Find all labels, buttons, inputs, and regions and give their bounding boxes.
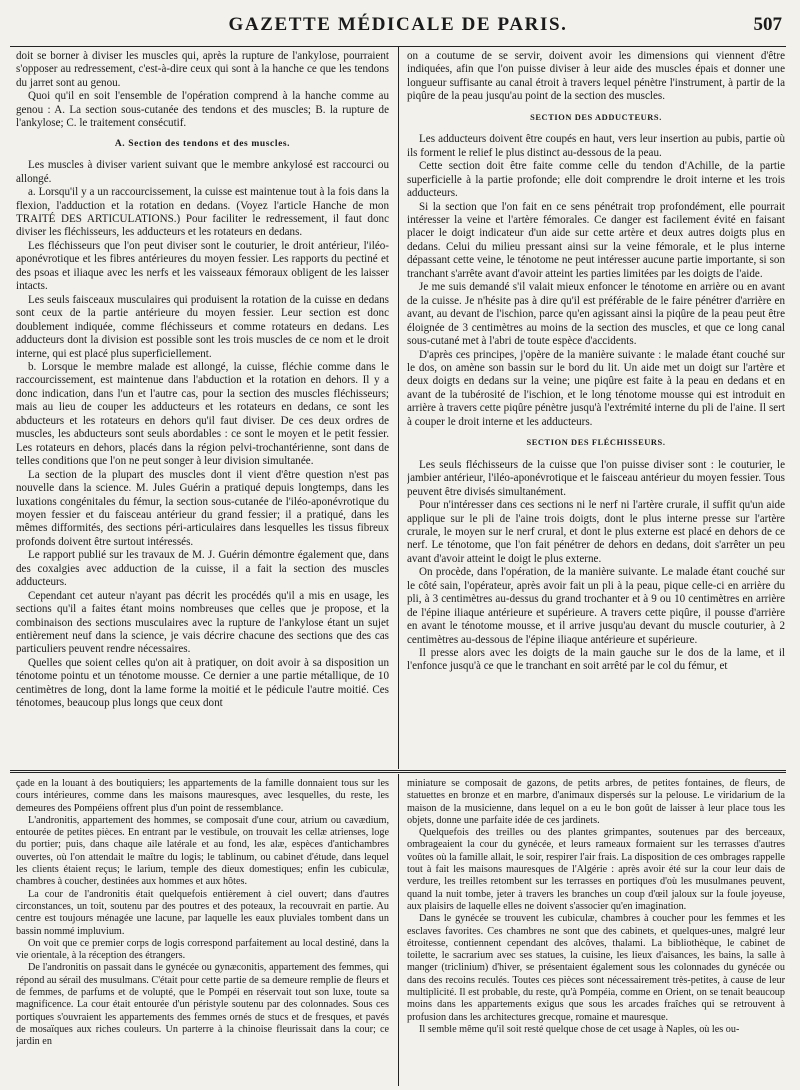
section-heading: A. Section des tendons et des muscles.: [114, 138, 291, 149]
paragraph: çade en la louant à des boutiquiers; les appartements de la famille donnaient tous sur les cours intérieures, comme dans les maisons mauresques, avec lesquelles, du reste, les demeures des Pompéiens offrent plus d'un point de ressemblance.: [16, 778, 389, 814]
paragraph: Il semble même qu'il soit resté quelque chose de cet usage à Naples, où les ou-: [419, 1023, 740, 1035]
section-divider: [10, 770, 786, 773]
paragraph: Je me suis demandé s'il valait mieux enfoncer le ténotome en arrière ou en avant de la cuisse. Je n'hésite pas à dire qu'il est préférable de le faire pénétrer d'arrière en avant, au devant de l'ischion, parce qu'en agissant ainsi la piqûre de la peau peut être éloignée de 3 centimètres au moins de la section des muscles, et que ce long canal sous-cutané met à l'abri de toute espèce d'accidents.: [407, 281, 785, 348]
article-column-right: [407, 50, 785, 766]
column-divider-bottom: [398, 774, 399, 1086]
paragraph: Les seuls faisceaux musculaires qui produisent la rotation de la cuisse en dedans sont ceux de la partie antérieure du moyen fessier. Leur section est donc doublement indiquée, comme fléchisseurs et comme rotateurs en dedans. Les adducteurs dont la division est possible sont les trois muscles de ce nom et le droit interne, qui est placé plus superficiellement.: [16, 293, 389, 360]
page-header: [10, 12, 786, 47]
section-heading: SECTION DES FLÉCHISSEURS.: [526, 438, 666, 448]
paragraph: Quelquefois des treilles ou des plantes grimpantes, soutenues par des berceaux, ombrageaient la cour du gynécée, et leurs rameaux formaient sur les terrasses d'autres voûtes où la famille allait, le soir, respirer l'air frais. La disposition de ces ombrages rappelle tout à fait les maisons mauresques de l'Algérie : après avoir été sur la cour leur dais de verdure, les treilles retombent sur les terrasses en portiques d'où les musulmanes peuvent, quand la nuit tombe, jeter à travers les branches un coup d'œil jaloux sur la foule joyeuse, aux plaisirs de laquelle elles ne doivent s'associer qu'en imagination.: [407, 827, 785, 912]
paragraph: Quoi qu'il en soit l'ensemble de l'opération comprend à la hanche comme au genou : A. La section sous-cutanée des tendons et des muscles; B. la rupture de l'ankylose; C. le traitement consécutif.: [16, 90, 389, 130]
feuilleton-column-left: [16, 778, 389, 1084]
paragraph: b. Lorsque le membre malade est allongé, la cuisse, fléchie comme dans le raccourcissement, est maintenue dans l'abduction et la rotation en dehors. Il y a donc indication, dans l'un et l'autre cas, pour la section des muscles fléchisseurs; mais au lieu de couper les adducteurs et les rotateurs en dedans, ce sont les abducteurs et les rotateurs en dehors qu'il faut diviser. De ces deux ordres de muscles, les abducteurs sont seuls abordables : ce sont le moyen et le petit fessier. Les rotateurs en dehors, placés dans la région pelvi-trochantérienne, sont dans de telles conditions que l'on ne peut songer à leur division simultanée.: [16, 360, 389, 468]
feuilleton-column-right: [407, 778, 785, 1084]
paragraph: Pour n'intéresser dans ces sections ni le nerf ni l'artère crurale, il suffit qu'un aide applique sur le pli de l'aine trois doigts, dont le plus interne presse sur l'artère crurale, le moyen sur le nerf crural, et dont le plus externe est placé en dehors de ce nerf. Le ténotome, que l'on fait pénétrer de dehors en dedans, doit s'arrêter un peu avant d'avoir atteint le doigt le plus externe.: [407, 499, 785, 565]
paragraph: L'andronitis, appartement des hommes, se composait d'une cour, atrium ou cavædium, entourée de petites pièces. En entrant par le vestibule, on trouvait les cellæ atrienses, loge du portier; puis, dans chaque aile latérale et au fond, les alæ, espèces d'antichambres ouvertes, où l'on attendait le maître du logis; le tablinum, ou cabinet d'étude, dans lequel les clients étaient reçus; le larium, temple des dieux domestiques; enfin les cubiculæ, chambres à coucher, destinées aux hommes et aux hôtes.: [16, 814, 389, 888]
paragraph: Si la section que l'on fait en ce sens pénétrait trop profondément, elle pourrait intéresser la veine et l'artère fémorales. Ce danger est facilement évité en faisant placer le doigt indicateur d'un aide sur cette artère et deux autres doigts plus en dedans. Celui du milieu pressant ainsi sur la veine fémorale, et le plus interne dépassant cette veine, le ténotome ne peut intéresser aucune partie importante, si son tranchant s'arrête avant d'avoir atteint les parties limitées par les doigts de l'aide.: [407, 200, 785, 280]
paragraph: Les adducteurs doivent être coupés en haut, vers leur insertion au pubis, partie où ils forment le relief le plus distinct au-dessous de la peau.: [407, 133, 785, 159]
paragraph: Cette section doit être faite comme celle du tendon d'Achille, de la partie superficielle à la partie profonde; elle doit comprendre le droit interne et les trois adducteurs.: [407, 160, 785, 200]
paragraph: La cour de l'andronitis était quelquefois entièrement à ciel ouvert; dans d'autres circonstances, un toit, soutenu par des poutres et des poteaux, la recouvrait en partie. Au centre est toujours ménagée une lacune, par laquelle les eaux pluviales tombent dans un bassin nommé impluvium.: [16, 888, 389, 937]
page-number: 507: [753, 14, 782, 35]
paragraph: On voit que ce premier corps de logis correspond parfaitement au local destiné, dans la vie orientale, à la réception des étrangers.: [16, 937, 389, 962]
paragraph: miniature se composait de gazons, de petits arbres, de petites fontaines, de fleurs, de statuettes en bronze et en marbre, d'animaux dispersés sur la pelouse. Le viridarium de la maison de la musicienne, dans lequel on a eu le bon goût de laisser à leur place tous les objets, donne une parfaite idée de ces jardinets.: [407, 778, 785, 826]
paragraph: On procède, dans l'opération, de la manière suivante. Le malade étant couché sur le côté sain, l'opérateur, après avoir fait un pli à la peau, pique celle-ci en arrière du pli, à 3 centimètres au-dessus du grand trochanter et à 9 ou 10 centimètres en arrière de l'épine iliaque antérieure et supérieure. A travers cette piqûre, il pousse d'arrière en avant le ténotome mousse, et il arrive jusqu'au devant du muscle couturier, à 2 centimètres au-dessous de l'épine iliaque antérieure et supérieure.: [407, 566, 785, 646]
paragraph: Les fléchisseurs que l'on peut diviser sont le couturier, le droit antérieur, l'iléo-aponévrotique et les fibres antérieures du moyen fessier. Les rapports du pectiné et des psoas et iliaque avec les nerfs et les vaisseaux fémoraux obligent de les laisser intacts.: [16, 239, 389, 293]
paragraph: De l'andronitis on passait dans le gynécée ou gynæconitis, appartement des femmes, qui répond au sérail des musulmans. C'était pour cette partie de sa demeure remplie de fleurs et de femmes, de parfums et de volupté, que le Pompéi en réservait tout son luxe, toute sa magnificence. La cour était entourée d'un péristyle soutenu par des colonnades. Sous ces portiques s'ouvraient les appartements des femmes ornés de stucs et de fresques, et pavés de mosaïques aux riches couleurs. Un parterre à la chinoise fleurissait dans la cour; ce jardin en: [16, 962, 389, 1048]
section-heading: SECTION DES ADDUCTEURS.: [530, 112, 662, 122]
paragraph: Cependant cet auteur n'ayant pas décrit les procédés qu'il a mis en usage, les sections qu'il a faites étant moins nombreuses que celles que je propose, et la combinaison des sections musculaires avec la rupture de l'ankylose étant un sujet entièrement neuf dans la science, je vais décrire chacune des sections que des cas particuliers peuvent rendre nécessaires.: [16, 589, 389, 656]
journal-title: GAZETTE MÉDICALE DE PARIS.: [228, 14, 568, 35]
article-column-left: [16, 50, 389, 766]
paragraph: Les seuls fléchisseurs de la cuisse que l'on puisse diviser sont : le couturier, le jambier antérieur, l'iléo-aponévrotique et le faisceau antérieur du moyen fessier. Tous peuvent être divisés simultanément.: [407, 458, 785, 498]
paragraph: Quelles que soient celles qu'on ait à pratiquer, on doit avoir à sa disposition un ténotome pointu et un ténotome mousse. Ce dernier a une partie métallique, de 10 centimètres de long, dont la lame forme la moitié et le pédicule l'autre moitié. Ces ténotomes, beaucoup plus longs que ceux dont: [16, 656, 389, 710]
paragraph: doit se borner à diviser les muscles qui, après la rupture de l'ankylose, pourraient s'opposer au redressement, c'est-à-dire ceux qui sont à la hanche ce que les tendons du jarret sont au genou.: [16, 50, 389, 89]
paragraph: on a coutume de se servir, doivent avoir les dimensions qui viennent d'être indiquées, afin que l'on puisse diviser à leur aide des muscles épais et donner une longueur suffisante au canal étroit à travers lequel pénètre l'instrument, à partir de la piqûre de la peau jusqu'au point de la section des muscles.: [407, 50, 785, 103]
paragraph: Il presse alors avec les doigts de la main gauche sur le dos de la lame, et il l'enfonce jusqu'à ce que le tranchant en soit arrêté par le col du fémur, et: [407, 647, 785, 673]
paragraph: a. Lorsqu'il y a un raccourcissement, la cuisse est maintenue tout à la fois dans la flexion, l'adduction et la rotation en dedans. (Voyez l'article Hanche de mon TRAITÉ DES ARTICULATIONS.) Pour faciliter le redressement, il faut donc diviser les fléchisseurs, les adducteurs et les rotateurs en dedans.: [16, 186, 389, 239]
paragraph: Les muscles à diviser varient suivant que le membre ankylosé est raccourci ou allongé.: [16, 159, 389, 185]
paragraph: La section de la plupart des muscles dont il vient d'être question n'est pas nouvelle dans la science. M. Jules Guérin a pratiqué depuis longtemps, dans les luxations congénitales du fémur, la section sous-cutanée de l'iléo-aponévrotique du moyen fessier et du faisceau antérieur du grand fessier; il a pratiqué, dans les mêmes difformités, des sections péri-articulaires dans lesquelles les tissus fibreux profonds doivent être surtout intéressés.: [16, 468, 389, 548]
paragraph: Dans le gynécée se trouvent les cubiculæ, chambres à coucher pour les femmes et les esclaves favorites. Ces chambres ne sont que des cabinets, et quelques-unes, malgré leur étroitesse, contiennent cependant des alcôves, thalami. La bibliothèque, le cabinet de toilette, le sacrarium avec ses statues, la cuisine, les lieux d'aisances, les bains, la salle à manger (triclinium) d'hiver, se présentaient également sous les colonnades du gynécée ou dans des recoins reculés. Toutes ces pièces sont nécessairement très-petites, à cause de leur multiplicité. Il est probable, du reste, qu'à Pompéia, comme en Orient, on se tenait beaucoup moins dans les appartements exigus que sous les arcades fraîches qui se retrouvent à profusion dans les architectures grecque, romaine et mauresque.: [407, 913, 785, 1023]
paragraph: Le rapport publié sur les travaux de M. J. Guérin démontre également que, dans des coxalgies avec adduction de la cuisse, il a fait la section des muscles adducteurs.: [16, 549, 389, 589]
column-divider-top: [398, 47, 399, 769]
paragraph: D'après ces principes, j'opère de la manière suivante : le malade étant couché sur le dos, on amène son bassin sur le bord du lit. Un aide met un doigt sur l'artère et deux doigts en dedans sur la veine; une piqûre est faite à la peau en dedans et en avant de la tubérosité de l'ischion, et le long ténotome mousse qui est introduit en arrière à travers cette piqûre pénètre jusqu'à l'extrémité interne du pli de l'aine. Il sert à couper le droit interne et les adducteurs.: [407, 348, 785, 428]
